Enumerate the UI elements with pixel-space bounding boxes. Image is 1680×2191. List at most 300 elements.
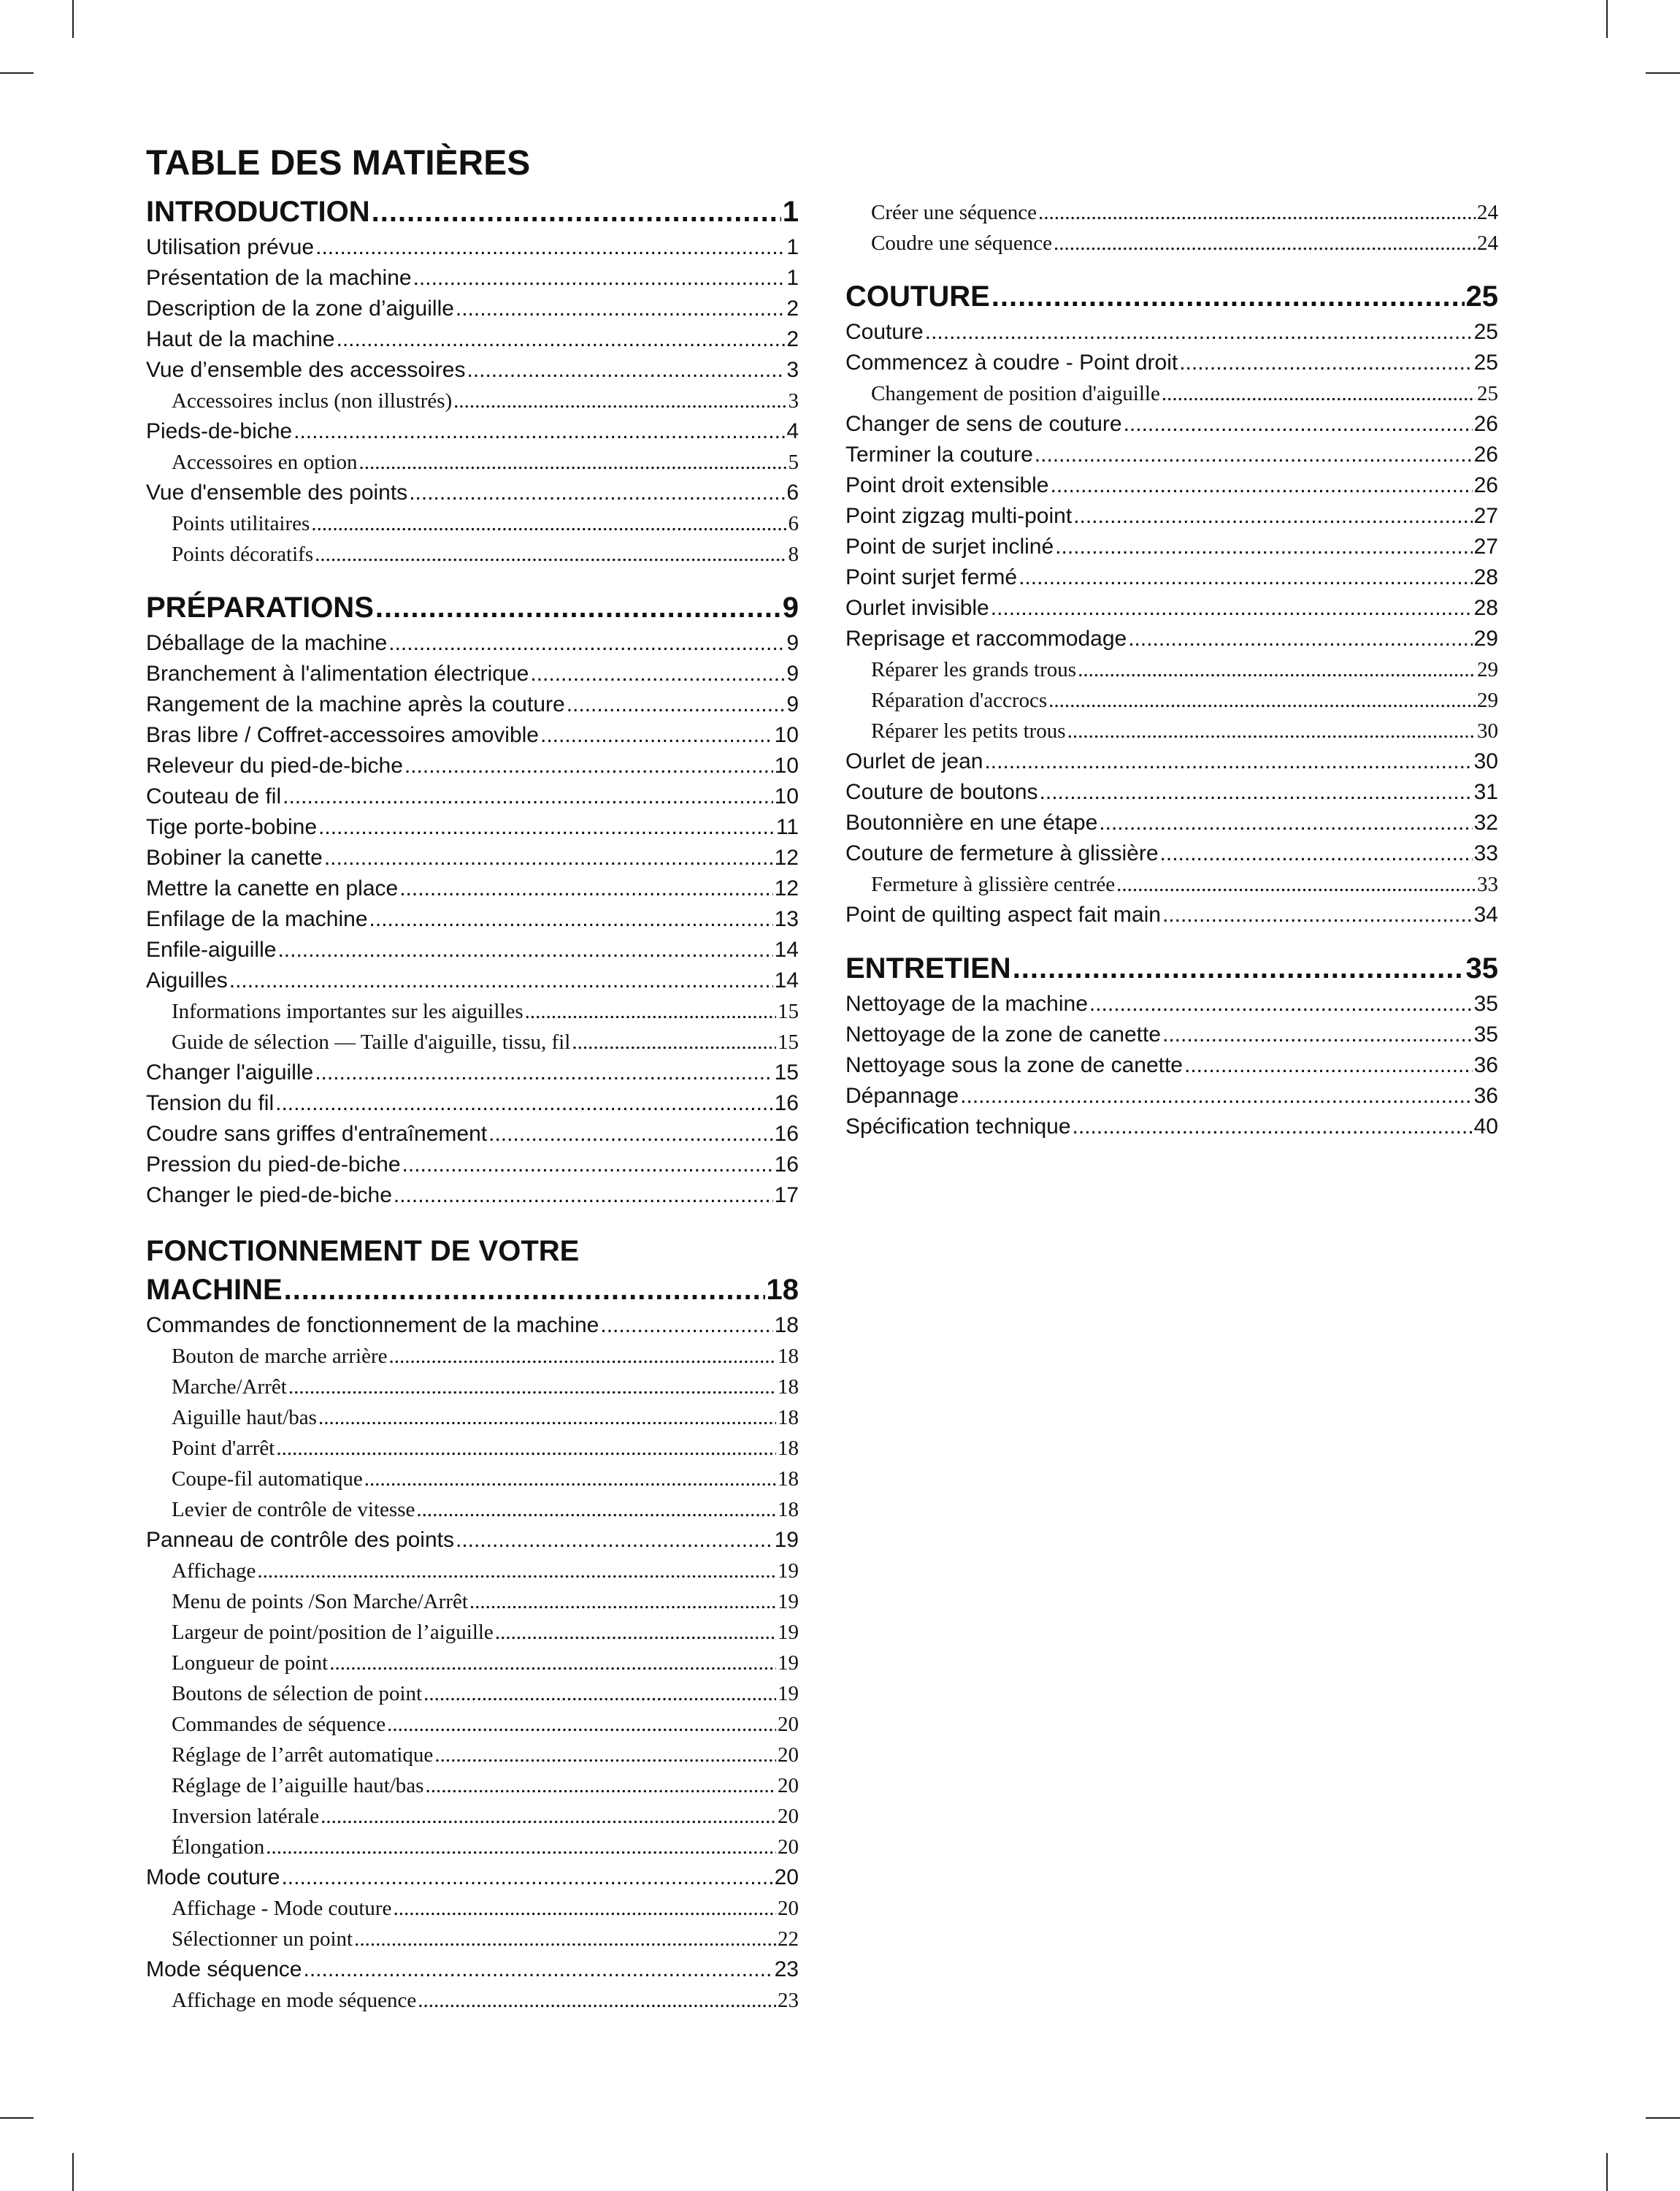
dot-leader <box>600 1310 772 1341</box>
toc-entry[interactable] <box>146 628 799 659</box>
toc-entry[interactable] <box>146 1088 799 1119</box>
toc-entry[interactable] <box>146 659 799 689</box>
dot-leader <box>540 720 773 751</box>
toc-entry[interactable] <box>845 1081 1498 1112</box>
toc-subentry[interactable] <box>146 1770 799 1801</box>
toc-entry[interactable] <box>845 777 1498 808</box>
dot-leader <box>418 1985 776 2016</box>
dot-leader <box>1116 869 1476 900</box>
dot-leader <box>266 1832 776 1862</box>
entry-title: Réparation d'accrocs <box>871 689 1048 712</box>
entry-title: ENTRETIEN <box>845 952 1011 984</box>
crop-mark <box>1646 72 1680 74</box>
page-number: 20 <box>774 1865 799 1889</box>
toc-entry[interactable] <box>146 935 799 966</box>
entry-title: Branchement à l'alimentation électrique <box>146 662 529 686</box>
toc-entry[interactable] <box>146 1058 799 1088</box>
toc-entry[interactable] <box>845 440 1498 470</box>
dot-leader <box>318 812 775 843</box>
dot-leader <box>1179 348 1472 378</box>
entry-title: Élongation <box>172 1835 265 1859</box>
entry-title: COUTURE <box>845 280 990 313</box>
toc-section[interactable] <box>845 948 1498 989</box>
entry-title: Couteau de fil <box>146 784 282 808</box>
dot-leader <box>375 587 781 628</box>
entry-title: Mode séquence <box>146 1957 302 1981</box>
toc-subentry[interactable] <box>146 1556 799 1586</box>
page-number: 20 <box>778 1743 799 1767</box>
page-number: 3 <box>788 389 799 413</box>
page-number: 19 <box>778 1682 799 1705</box>
dot-leader <box>425 1770 776 1801</box>
toc-subentry[interactable] <box>146 996 799 1027</box>
toc-entry[interactable] <box>146 1954 799 1985</box>
toc-subentry[interactable] <box>146 1709 799 1740</box>
dot-leader <box>1128 624 1472 654</box>
toc-subentry[interactable] <box>845 197 1498 228</box>
toc-entry[interactable] <box>146 751 799 781</box>
entry-title: Réparer les petits trous <box>871 719 1066 743</box>
entry-title: Terminer la couture <box>845 443 1033 467</box>
page-number: 10 <box>774 754 799 778</box>
entry-title: Point d'arrêt <box>172 1437 275 1460</box>
page-number: 11 <box>775 815 799 839</box>
page-number: 19 <box>774 1528 799 1552</box>
toc-subentry[interactable] <box>146 1402 799 1433</box>
entry-title: Ourlet invisible <box>845 596 989 620</box>
page-number: 32 <box>1473 811 1498 835</box>
page-number: 40 <box>1473 1114 1498 1139</box>
page-number: 25 <box>1477 382 1498 405</box>
page-number: 17 <box>774 1183 799 1207</box>
dot-leader <box>488 1119 773 1150</box>
page-number: 18 <box>778 1498 799 1521</box>
toc-entry[interactable] <box>845 838 1498 869</box>
dot-leader <box>1067 716 1476 746</box>
entry-title: Créer une séquence <box>871 201 1037 224</box>
dot-leader <box>315 1058 772 1088</box>
toc-entry[interactable] <box>146 1119 799 1150</box>
dot-leader <box>1160 838 1473 869</box>
page-number: 20 <box>778 1897 799 1920</box>
page-number: 6 <box>786 481 799 505</box>
dot-leader <box>318 1402 776 1433</box>
toc-subentry[interactable] <box>845 869 1498 900</box>
dot-leader <box>337 324 786 355</box>
entry-title: Description de la zone d’aiguille <box>146 297 454 321</box>
toc-entry[interactable] <box>845 593 1498 624</box>
page-number: 1 <box>786 266 799 290</box>
page-number: 9 <box>786 631 799 655</box>
toc-entry[interactable] <box>146 966 799 996</box>
toc-subentry[interactable] <box>146 386 799 416</box>
entry-title: Commandes de fonctionnement de la machine <box>146 1313 599 1337</box>
entry-title: Boutonnière en une étape <box>845 811 1098 835</box>
page-number: 9 <box>786 662 799 686</box>
entry-title: Point de quilting aspect fait main <box>845 903 1161 927</box>
dot-leader <box>423 1678 776 1709</box>
toc-entry[interactable] <box>845 348 1498 378</box>
toc-subentry[interactable] <box>845 716 1498 746</box>
dot-leader <box>284 1269 765 1310</box>
dot-leader <box>315 232 785 263</box>
page-number: 27 <box>1473 504 1498 528</box>
entry-title: Bras libre / Coffret-accessoires amovible <box>146 723 539 747</box>
toc-subentry[interactable] <box>146 1985 799 2016</box>
dot-leader <box>984 746 1472 777</box>
toc-subentry[interactable] <box>146 1586 799 1617</box>
entry-title: PRÉPARATIONS <box>146 592 374 624</box>
toc-entry[interactable] <box>146 689 799 720</box>
toc-entry[interactable] <box>845 989 1498 1020</box>
page-number: 34 <box>1473 903 1498 927</box>
entry-title: Largeur de point/position de l’aiguille <box>172 1621 494 1644</box>
toc-entry[interactable] <box>845 746 1498 777</box>
toc-subentry[interactable] <box>845 654 1498 685</box>
toc-entry[interactable] <box>146 720 799 751</box>
entry-title: Coupe-fil automatique <box>172 1467 363 1491</box>
toc-subentry[interactable] <box>146 1648 799 1678</box>
entry-title: Rangement de la machine après la couture <box>146 692 565 716</box>
dot-leader <box>1055 532 1472 562</box>
toc-entry[interactable] <box>146 781 799 812</box>
dot-leader <box>257 1556 776 1586</box>
toc-right-column <box>845 197 1498 1142</box>
page-number: 19 <box>778 1651 799 1675</box>
page-number: 18 <box>778 1406 799 1429</box>
toc-subentry[interactable] <box>146 1027 799 1058</box>
dot-leader <box>1099 808 1472 838</box>
page-number: 35 <box>1473 992 1498 1016</box>
page-number: 33 <box>1477 873 1498 896</box>
entry-title: Pieds-de-biche <box>146 419 293 443</box>
toc-subentry[interactable] <box>146 1740 799 1770</box>
page-number: 14 <box>774 938 799 962</box>
page-number: 33 <box>1473 841 1498 865</box>
dot-leader <box>315 539 786 570</box>
entry-title: Enfilage de la machine <box>146 907 368 931</box>
page-number: 16 <box>774 1122 799 1146</box>
entry-title: Couture de fermeture à glissière <box>845 841 1159 865</box>
dot-leader <box>1124 409 1473 440</box>
dot-leader <box>1078 654 1476 685</box>
toc-subentry[interactable] <box>146 1617 799 1648</box>
entry-title: Haut de la machine <box>146 327 335 351</box>
dot-leader <box>329 1648 776 1678</box>
toc-subentry[interactable] <box>146 1678 799 1709</box>
dot-leader <box>388 628 785 659</box>
dot-leader <box>1162 900 1473 930</box>
page-number: 26 <box>1473 412 1498 436</box>
entry-title: Coudre une séquence <box>871 232 1053 255</box>
page-number: 35 <box>1473 1022 1498 1047</box>
dot-leader <box>567 689 786 720</box>
page-number: 19 <box>778 1559 799 1583</box>
page-number: 18 <box>778 1467 799 1491</box>
page-number: 10 <box>774 723 799 747</box>
page-number: 24 <box>1477 201 1498 224</box>
dot-leader <box>281 1862 772 1893</box>
page-number: 24 <box>1477 232 1498 255</box>
dot-leader <box>1162 1020 1473 1050</box>
dot-leader <box>416 1494 776 1525</box>
entry-title: Sélectionner un point <box>172 1927 353 1951</box>
page-number: 25 <box>1465 280 1498 313</box>
toc-entry[interactable] <box>146 294 799 324</box>
entry-title: Affichage <box>172 1559 256 1583</box>
entry-title: Réparer les grands trous <box>871 658 1077 681</box>
dot-leader <box>288 1372 776 1402</box>
entry-title: Menu de points /Son Marche/Arrêt <box>172 1590 468 1613</box>
crop-mark <box>1646 2117 1680 2119</box>
toc-subentry[interactable] <box>146 1832 799 1862</box>
entry-title: Changer le pied-de-biche <box>146 1183 392 1207</box>
page-number: 18 <box>774 1313 799 1337</box>
entry-title: Commandes de séquence <box>172 1713 386 1736</box>
page-number: 29 <box>1477 689 1498 712</box>
entry-title: Boutons de sélection de point <box>172 1682 423 1705</box>
page-number: 2 <box>786 297 799 321</box>
toc-subentry[interactable] <box>146 1924 799 1954</box>
toc-entry[interactable] <box>146 1310 799 1341</box>
dot-leader <box>1073 1112 1473 1142</box>
dot-leader <box>1073 501 1472 532</box>
toc-entry[interactable] <box>146 478 799 508</box>
entry-title: Tige porte-bobine <box>146 815 318 839</box>
entry-title: Nettoyage sous la zone de canette <box>845 1053 1183 1077</box>
dot-leader <box>495 1617 776 1648</box>
toc-entry[interactable] <box>845 624 1498 654</box>
entry-title: Aiguilles <box>146 968 228 993</box>
toc-subentry[interactable] <box>146 1341 799 1372</box>
toc-left-column <box>146 191 799 2016</box>
entry-title: Inversion latérale <box>172 1805 320 1828</box>
dot-leader <box>389 1341 777 1372</box>
toc-entry[interactable] <box>146 232 799 263</box>
dot-leader <box>399 873 772 904</box>
dot-leader <box>229 966 773 996</box>
dot-leader <box>456 1525 773 1556</box>
dot-leader <box>359 447 787 478</box>
entry-title: Point surjet fermé <box>845 565 1018 589</box>
toc-entry[interactable] <box>146 812 799 843</box>
entry-title: Couture <box>845 320 924 344</box>
toc-entry[interactable] <box>146 843 799 873</box>
entry-title: Changer l'aiguille <box>146 1060 314 1085</box>
dot-leader <box>275 1088 773 1119</box>
dot-leader <box>369 904 773 935</box>
page-number: 15 <box>778 1000 799 1023</box>
entry-title: Points décoratifs <box>172 543 314 566</box>
dot-leader <box>1048 685 1476 716</box>
page-number: 8 <box>788 543 799 566</box>
entry-title: Points utilitaires <box>172 512 310 535</box>
toc-entry[interactable] <box>845 808 1498 838</box>
dot-leader <box>991 593 1473 624</box>
page-number: 26 <box>1473 443 1498 467</box>
section-heading: FONCTIONNEMENT DE VOTRE <box>146 1235 580 1267</box>
toc-section[interactable] <box>146 587 799 628</box>
toc-entry[interactable] <box>146 324 799 355</box>
dot-leader <box>1089 989 1473 1020</box>
page-number: 15 <box>778 1031 799 1054</box>
dot-leader <box>991 276 1465 317</box>
entry-title: Fermeture à glissière centrée <box>871 873 1116 896</box>
entry-title: Nettoyage de la machine <box>845 992 1088 1016</box>
toc-entry[interactable] <box>845 562 1498 593</box>
page-number: 2 <box>786 327 799 351</box>
toc-subentry[interactable] <box>146 1893 799 1924</box>
dot-leader <box>277 935 772 966</box>
page-number: 20 <box>778 1835 799 1859</box>
entry-title: Réglage de l’arrêt automatique <box>172 1743 434 1767</box>
page-number: 35 <box>1465 952 1498 984</box>
toc-subentry[interactable] <box>146 447 799 478</box>
entry-title: Marche/Arrêt <box>172 1375 287 1399</box>
page-number: 28 <box>1473 596 1498 620</box>
page-number: 18 <box>778 1375 799 1399</box>
page-number: 22 <box>778 1927 799 1951</box>
entry-title: Déballage de la machine <box>146 631 388 655</box>
entry-title: Levier de contrôle de vitesse <box>172 1498 415 1521</box>
dot-leader <box>324 843 773 873</box>
entry-title: Commencez à coudre - Point droit <box>845 351 1178 375</box>
toc-subentry[interactable] <box>146 1372 799 1402</box>
toc-subentry[interactable] <box>845 228 1498 259</box>
page-number: 30 <box>1473 749 1498 773</box>
dot-leader <box>372 191 781 232</box>
page-number: 20 <box>778 1713 799 1736</box>
toc-entry[interactable] <box>845 532 1498 562</box>
toc-entry[interactable] <box>146 355 799 386</box>
toc-entry[interactable] <box>146 263 799 294</box>
entry-title: MACHINE <box>146 1274 283 1306</box>
toc-subentry[interactable] <box>146 508 799 539</box>
dot-leader <box>276 1433 776 1464</box>
toc-entry[interactable] <box>845 1112 1498 1142</box>
dot-leader <box>294 416 785 447</box>
toc-entry[interactable] <box>845 1050 1498 1081</box>
entry-title: Réglage de l’aiguille haut/bas <box>172 1774 424 1797</box>
crop-mark <box>0 72 34 74</box>
dot-leader <box>1013 948 1465 989</box>
toc-entry[interactable] <box>146 416 799 447</box>
page-number: 3 <box>786 358 799 382</box>
page-number: 5 <box>788 451 799 474</box>
dot-leader <box>1019 562 1473 593</box>
entry-title: Ourlet de jean <box>845 749 983 773</box>
dot-leader <box>467 355 785 386</box>
page-number: 13 <box>774 907 799 931</box>
toc-entry[interactable] <box>146 1180 799 1211</box>
dot-leader <box>1035 440 1473 470</box>
entry-title: Bouton de marche arrière <box>172 1345 388 1368</box>
page-number: 9 <box>782 592 799 624</box>
entry-title: Nettoyage de la zone de canette <box>845 1022 1161 1047</box>
page-number: 10 <box>774 784 799 808</box>
page-number: 20 <box>778 1805 799 1828</box>
page-number: 18 <box>778 1345 799 1368</box>
entry-title: Couture de boutons <box>845 780 1038 804</box>
toc-entry[interactable] <box>146 873 799 904</box>
toc-subentry[interactable] <box>146 1464 799 1494</box>
dot-leader <box>413 263 786 294</box>
dot-leader <box>1054 228 1476 259</box>
entry-title: Présentation de la machine <box>146 266 412 290</box>
entry-title: Accessoires en option <box>172 451 358 474</box>
page-number: 25 <box>1473 320 1498 344</box>
toc-entry[interactable] <box>845 900 1498 930</box>
toc-entry[interactable] <box>146 904 799 935</box>
toc-entry[interactable] <box>146 1862 799 1893</box>
entry-title: Longueur de point <box>172 1651 329 1675</box>
page-number: 27 <box>1473 535 1498 559</box>
entry-title: Changer de sens de couture <box>845 412 1122 436</box>
entry-title: Point de surjet incliné <box>845 535 1054 559</box>
page-number: 1 <box>782 196 799 228</box>
entry-title: Mode couture <box>146 1865 280 1889</box>
page-number: 30 <box>1477 719 1498 743</box>
dot-leader <box>960 1081 1472 1112</box>
entry-title: Point zigzag multi-point <box>845 504 1073 528</box>
entry-title: Mettre la canette en place <box>146 876 399 901</box>
toc-entry[interactable] <box>845 409 1498 440</box>
toc-entry[interactable] <box>845 1020 1498 1050</box>
toc-section[interactable] <box>146 1269 799 1310</box>
page-number: 23 <box>774 1957 799 1981</box>
toc-subentry[interactable] <box>146 539 799 570</box>
dot-leader <box>311 508 786 539</box>
page-number: 26 <box>1473 473 1498 497</box>
page-number: 9 <box>786 692 799 716</box>
toc-subentry[interactable] <box>845 378 1498 409</box>
entry-title: Changement de position d'aiguille <box>871 382 1160 405</box>
entry-title: INTRODUCTION <box>146 196 370 228</box>
entry-title: Point droit extensible <box>845 473 1049 497</box>
entry-title: Enfile-aiguille <box>146 938 277 962</box>
dot-leader <box>1184 1050 1473 1081</box>
entry-title: Vue d'ensemble des points <box>146 481 408 505</box>
toc-entry[interactable] <box>146 1525 799 1556</box>
page-number: 29 <box>1473 627 1498 651</box>
crop-mark <box>72 2153 74 2191</box>
toc-entry[interactable] <box>845 501 1498 532</box>
toc-section[interactable] <box>146 191 799 232</box>
toc-subentry[interactable] <box>146 1801 799 1832</box>
entry-title: Dépannage <box>845 1084 959 1108</box>
toc-entry[interactable] <box>845 317 1498 348</box>
page-number: 4 <box>786 419 799 443</box>
entry-title: Utilisation prévue <box>146 235 315 259</box>
toc-subentry[interactable] <box>845 685 1498 716</box>
toc-subentry[interactable] <box>146 1433 799 1464</box>
crop-mark <box>1606 2153 1608 2191</box>
page-number: 18 <box>766 1274 799 1306</box>
page-number: 29 <box>1477 658 1498 681</box>
page-number: 6 <box>788 512 799 535</box>
entry-title: Guide de sélection — Taille d'aiguille, tissu, fil <box>172 1031 571 1054</box>
crop-mark <box>1606 0 1608 38</box>
toc-entry[interactable] <box>845 470 1498 501</box>
toc-entry[interactable] <box>146 1150 799 1180</box>
page-number: 19 <box>778 1590 799 1613</box>
toc-subentry[interactable] <box>146 1494 799 1525</box>
dot-leader <box>1162 378 1476 409</box>
dot-leader <box>404 751 773 781</box>
entry-title: Coudre sans griffes d'entraînement <box>146 1122 488 1146</box>
toc-section[interactable] <box>845 276 1498 317</box>
dot-leader <box>453 386 786 416</box>
